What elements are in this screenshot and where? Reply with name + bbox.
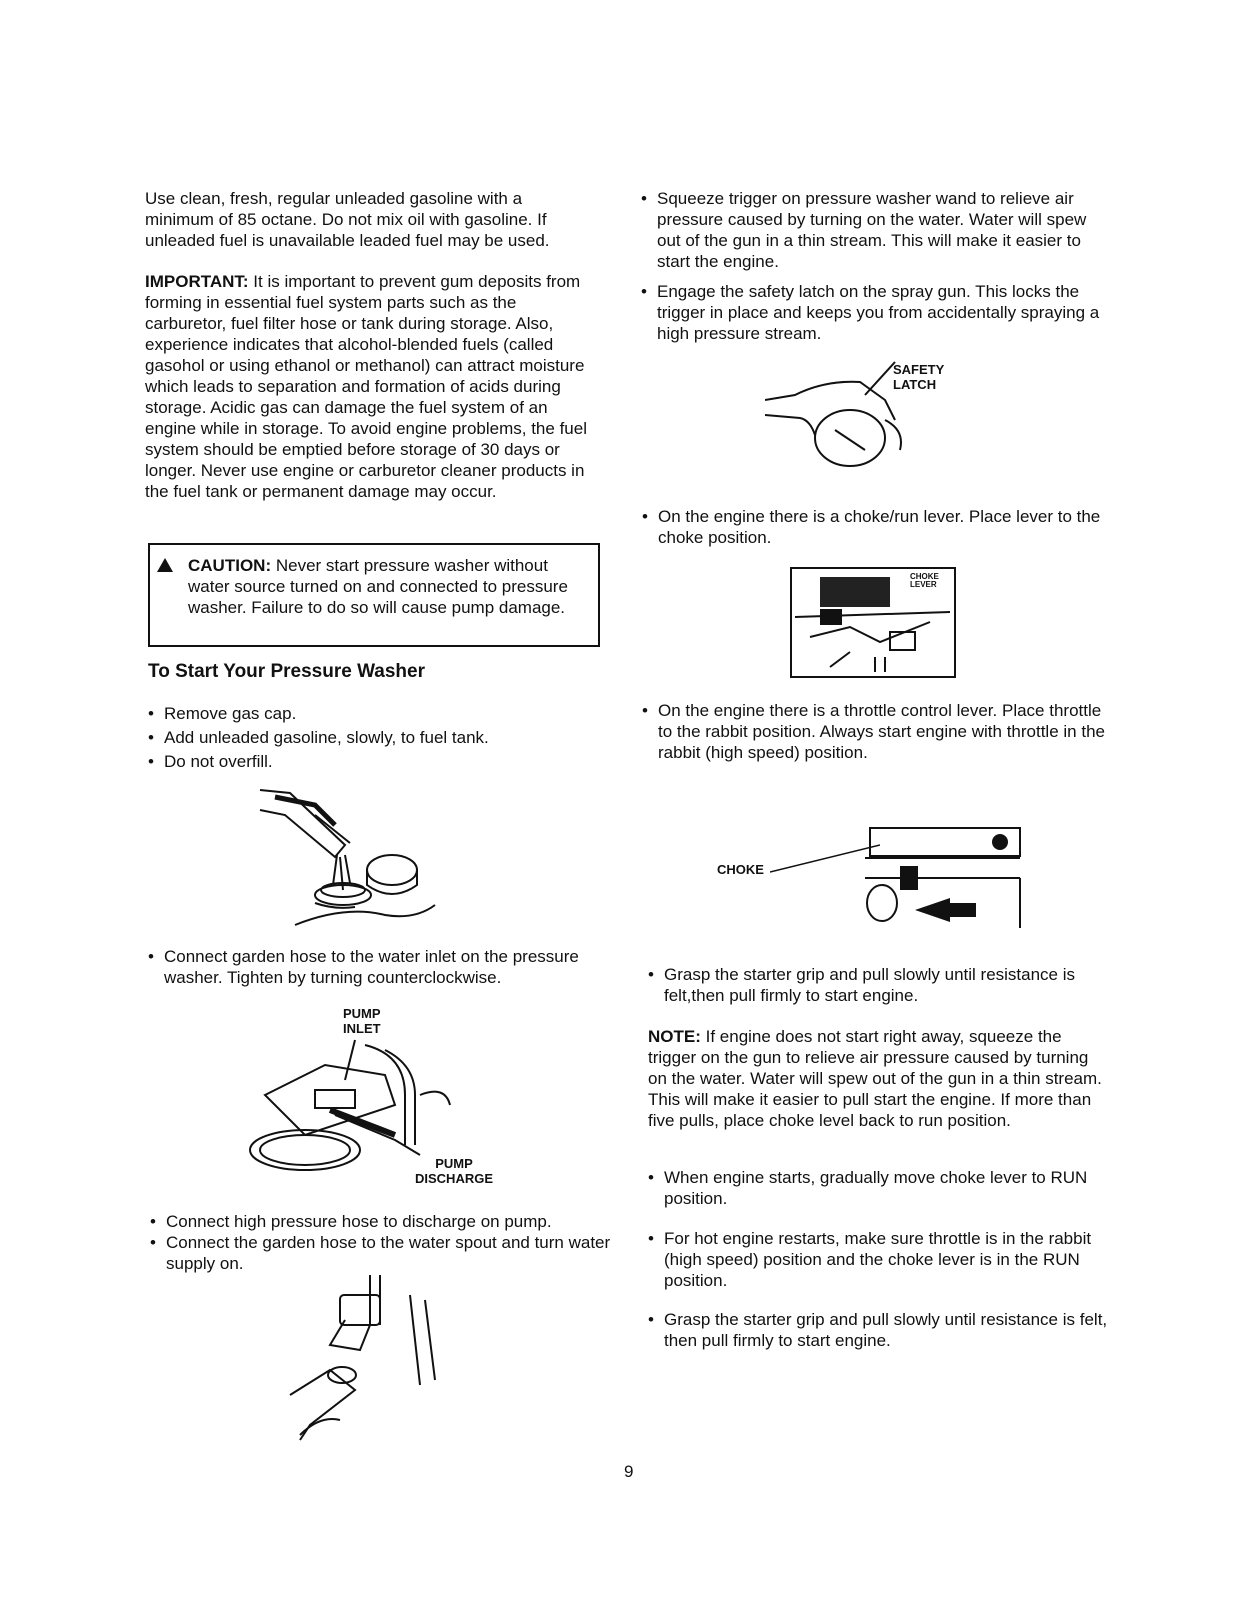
- important-paragraph: [145, 271, 595, 502]
- water-spout-illustration: [270, 1275, 460, 1445]
- note-label: NOTE:: [648, 1027, 701, 1046]
- page-number: 9: [624, 1462, 634, 1481]
- label-safety-latch: SAFETY LATCH: [893, 362, 945, 392]
- fueling-illustration: [255, 785, 440, 935]
- bullet-choke-lever: • On the engine there is a choke/run lever. Place lever to the choke position.: [642, 506, 1108, 548]
- bullet-remove-cap: • Remove gas cap.: [148, 703, 614, 724]
- choke-leader-line: [770, 840, 880, 880]
- bullet-connect-garden-hose: • Connect garden hose to the water inlet on the pressure washer. Tighten by turning counterclockwise.: [148, 946, 604, 988]
- note-text: If engine does not start right away, squeeze the trigger on the gun to relieve air pressure caused by turning on the water. Water will spew out of the gun in a thin stream. This will make it easier to pull start the engine. If more than five pulls, place choke level back to run position.: [648, 1027, 1102, 1130]
- label-pump-inlet: PUMP INLET: [343, 1006, 381, 1036]
- warning-triangle-icon: [157, 558, 173, 572]
- bullet-add-gasoline: • Add unleaded gasoline, slowly, to fuel tank.: [148, 727, 614, 748]
- bullet-throttle: • On the engine there is a throttle control lever. Place throttle to the rabbit position. Always start engine with throttle in the rabbit (high speed) position.: [642, 700, 1108, 763]
- section-heading: To Start Your Pressure Washer: [148, 661, 425, 682]
- fuel-intro-paragraph: Use clean, fresh, regular unleaded gasoline with a minimum of 85 octane. Do not mix oil with gasoline. If unleaded fuel is unavailable leaded fuel may be used.: [145, 189, 550, 250]
- bullet-grasp-starter-1: • Grasp the starter grip and pull slowly until resistance is felt,then pull firmly to start engine.: [648, 964, 1114, 1006]
- pump-illustration: [245, 1035, 455, 1175]
- bullet-hot-restart: • For hot engine restarts, make sure throttle is in the rabbit (high speed) position and the choke lever is in the RUN position.: [648, 1228, 1114, 1291]
- note-paragraph: [648, 1026, 1108, 1131]
- label-choke: CHOKE: [717, 862, 764, 877]
- bullet-water-spout: • Connect the garden hose to the water spout and turn water supply on.: [150, 1232, 621, 1274]
- bullet-run-position: • When engine starts, gradually move choke lever to RUN position.: [648, 1167, 1114, 1209]
- bullet-grasp-starter-2: • Grasp the starter grip and pull slowly until resistance is felt, then pull firmly to start engine.: [648, 1309, 1119, 1351]
- caution-label: CAUTION:: [188, 556, 272, 575]
- bullet-safety-latch: • Engage the safety latch on the spray gun. This locks the trigger in place and keeps you from accidentally spraying a high pressure stream.: [641, 281, 1107, 344]
- important-text: It is important to prevent gum deposits from forming in essential fuel system parts such as the carburetor, fuel filter hose or tank during storage. Also, experience indicates that alcohol-blended fuels (called gasohol or using ethanol or methanol) can attract moisture which leads to separation and formation of acids during storage. Acidic gas can damage the fuel system of an engine while in storage. To avoid engine problems, the fuel system should be emptied before storage of 30 days or longer. Never use engine or carburetor cleaner products in the fuel tank or permanent damage may occur.: [145, 272, 587, 501]
- label-choke-lever: CHOKE LEVER: [910, 572, 939, 589]
- important-label: IMPORTANT:: [145, 272, 249, 291]
- label-pump-discharge: PUMP DISCHARGE: [415, 1156, 494, 1186]
- caution-text: Never start pressure washer without water source turned on and connected to pressure washer. Failure to do so will cause pump damage.: [188, 556, 568, 617]
- bullet-squeeze-trigger: • Squeeze trigger on pressure washer wand to relieve air pressure caused by turning on the water. Water will spew out of the gun in a thin stream. This will make it easier to start the engine.: [641, 188, 1107, 272]
- bullet-no-overfill: • Do not overfill.: [148, 751, 614, 772]
- caution-paragraph: [188, 555, 593, 618]
- bullet-high-pressure-hose: • Connect high pressure hose to discharge on pump.: [150, 1211, 621, 1232]
